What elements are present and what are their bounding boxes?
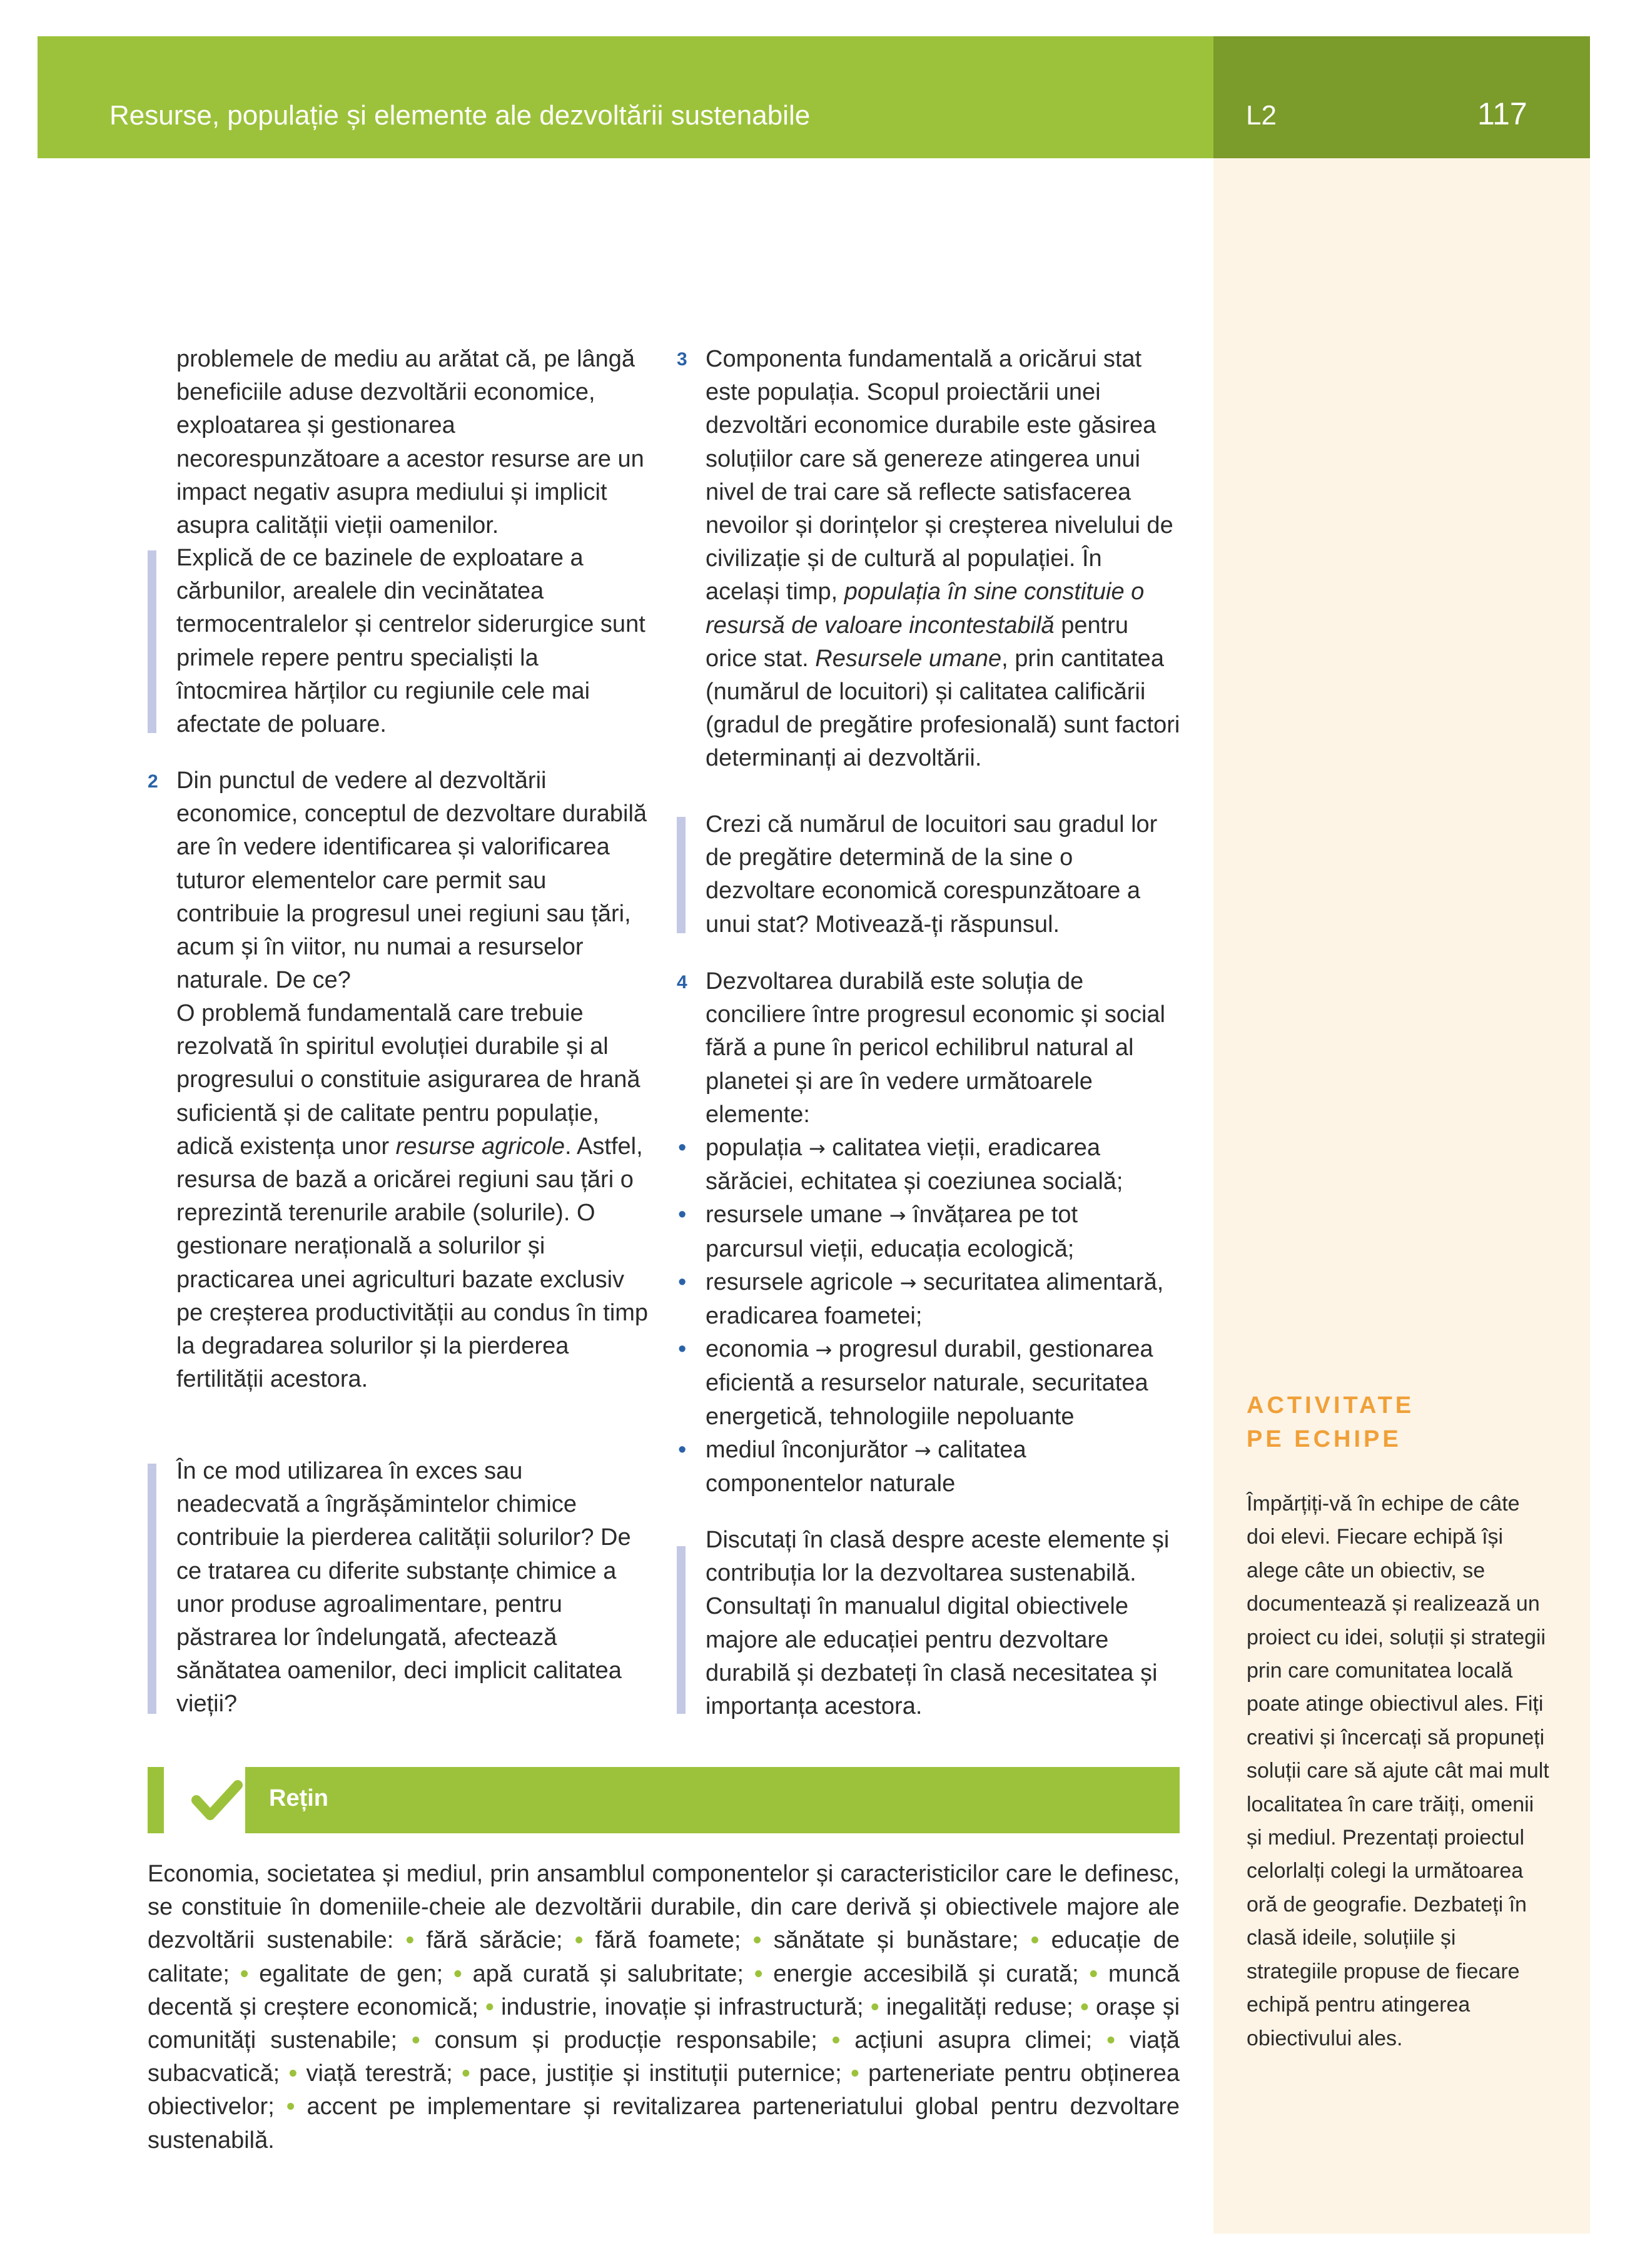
activity-text: Împărțiți-vă în echipe de câte doi elevi. Fiecare echipă își alege câte un obiectiv, se documentează și realizează un proiect cu idei, soluții și strategii prin care comunitatea locală poate atinge obiectivul ales. Fiți creativi și încercați să propuneți soluții care să ajute cât mai mult localitatea în care trăiți, omenii și mediul. Prezentați proiectul celorlalți colegi la următoarea oră de geografie. Dezbateți în clasă ideile, soluțiile și strategiile propuse de fiecare echipă pentru atingerea obiectivului ales. (1247, 1492, 1549, 2050)
arrow-icon: → (899, 1270, 917, 1295)
goal-item: sănătate și bunăstare; (761, 1927, 1019, 1954)
elements-list (706, 1131, 1181, 1501)
question-bar (677, 817, 686, 933)
bullet-dot: • (574, 1927, 584, 1954)
bullet-dot: • (1089, 1960, 1098, 1987)
arrow-icon: → (808, 1137, 826, 1160)
lesson-code: L2 (1246, 100, 1277, 131)
question-4: Discutați în clasă despre aceste elemente și contribuția lor la dezvoltarea sustenabilă. Consultați în manualul digital obiectivele majore ale educației pentru dezvoltare durabilă și dezbateți în clasă necesitatea și importanța acestora. (706, 1527, 1170, 1720)
p4-text-e: , prin cantitatea (numărul de locuitori) și calitatea calificării (gradul de pregătire profesională) sunt factori determinanți ai dezvoltării. (706, 645, 1180, 772)
goal-item: viață subacvatică; (148, 2027, 1180, 2087)
paragraph-5: Dezvoltarea durabilă este soluția de conciliere între progresul economic și social fără a pune în pericol echilibrul natural al planetei și are în vedere următoarele elemente: (706, 968, 1165, 1128)
goal-item: egalitate de gen; (248, 1960, 443, 1987)
p4-emphasis-1: populația în sine constituie o resursă de valoare incontestabilă (706, 579, 1145, 639)
goal-item: pace, justiție și instituții puternice; (470, 2060, 842, 2087)
list-item: • economia → progresul durabil, gestionarea eficientă a resurselor naturale, securitatea energetică, tehnologiile nepoluante (706, 1333, 1181, 1434)
bullet-dot: • (851, 2060, 859, 2087)
retin-left-bar (148, 1767, 164, 1833)
p4-text-c: pentru orice stat. (706, 612, 1128, 672)
paragraph-2: Din punctul de vedere al dezvoltării economice, conceptul de dezvoltare durabilă are în vedere identificarea și valorificarea tuturor elementelor care permit sau contribuie la progresul unei regiuni sau țări, acum și în viitor, nu numai a resurselor naturale. De ce? (176, 767, 647, 994)
question-bar (148, 550, 156, 733)
bullet-dot: • (831, 2027, 841, 2054)
bullet-dot: • (405, 1927, 415, 1954)
goal-item: orașe și comunități sustenabile; (148, 1993, 1180, 2054)
paragraph-1: problemele de mediu au arătat că, pe lângă beneficiile aduse dezvoltării economice, exploatarea și gestionarea necorespunzătoare a acestor resurse are un impact negativ asupra mediului și implicit asupra calității vieții oamenilor. (176, 346, 644, 539)
arrow-icon: → (815, 1338, 833, 1362)
bullet-dot: • (1030, 1927, 1040, 1954)
bullet-dot: • (485, 1993, 494, 2020)
summary-text (148, 1858, 1180, 2157)
goal-item: consum și producție responsabile; (420, 2027, 818, 2054)
question-3: Crezi că numărul de locuitori sau gradul lor de pregătire determină de la sine o dezvoltare economică corespunzătoare a unui stat? Motivează-ți răspunsul. (706, 811, 1158, 938)
arrow-icon: → (914, 1438, 931, 1462)
goal-item: apă curată și salubritate; (462, 1960, 744, 1987)
goal-item: fără foamete; (583, 1927, 741, 1954)
goal-item: accent pe implementare și revitalizarea parteneriatului global pentru dezvoltare sustenabilă. (148, 2093, 1180, 2154)
checkmark-icon (186, 1771, 246, 1831)
goals-list (148, 1927, 1180, 2153)
retin-label: Rețin (269, 1785, 328, 1811)
paragraph-3 (176, 997, 652, 1396)
item-number-4: 4 (677, 972, 687, 993)
bullet-dot: • (462, 2060, 470, 2087)
list-item: • resursele agricole → securitatea alimentară, eradicarea foametei; (706, 1266, 1181, 1333)
goal-item: educație de calitate; (148, 1927, 1180, 1987)
question-2: În ce mod utilizarea în exces sau neadecvată a îngrășămintelor chimice contribuie la pierderea calității solurilor? De ce tratarea cu diferite substanțe chimice a unor produse agroalimentare, pentru păstrarea lor îndelungată, afectează sănătatea oamenilor, deci implicit calitatea vieții? (176, 1458, 631, 1718)
list-item: • populația → calitatea vieții, eradicarea sărăciei, echitatea și coeziunea socială; (706, 1131, 1181, 1198)
item-number-2: 2 (148, 771, 158, 792)
bullet-dot: • (453, 1960, 462, 1987)
chapter-title: Resurse, populație și elemente ale dezvoltării sustenabile (109, 100, 811, 131)
paragraph-4 (706, 343, 1181, 776)
goal-item: muncă decentă și creștere economică; (148, 1960, 1180, 2020)
p3-text-a: O problemă fundamentală care trebuie rezolvată în spiritul evoluției durabile și al progresului o constituie asigurarea de hrană suficientă și de calitate pentru populație, adică existența unor (176, 1000, 640, 1160)
goal-item: industrie, inovație și infrastructură; (494, 1993, 864, 2020)
question-bar (148, 1464, 156, 1714)
list-item: • mediul înconjurător → calitatea componentelor naturale (706, 1434, 1181, 1501)
page-number: 117 (1477, 96, 1527, 131)
goal-item: viață terestră; (297, 2060, 453, 2087)
bullet-dot: • (288, 2060, 298, 2087)
bullet-dot: • (412, 2027, 420, 2054)
bullet-dot: • (754, 1960, 763, 1987)
question-bar (677, 1546, 686, 1714)
p4-text-a: Componenta fundamentală a oricărui stat este populația. Scopul proiectării unei dezvoltări economice durabile este găsirea soluțiilor care să genereze atingerea unui nivel de trai care să reflecte satisfacerea nevoilor și dorințelor și creșterea nivelului de civilizație și de cultură al populației. În același timp, (706, 346, 1173, 605)
list-item: • resursele umane → învățarea pe tot parcursul vieții, educația ecologică; (706, 1198, 1181, 1265)
p3-emphasis: resurse agricole (395, 1133, 565, 1160)
goal-item: energie accesibilă și curată; (762, 1960, 1079, 1987)
goal-item: parteneriate pentru obținerea obiectivelor; (148, 2060, 1180, 2120)
bullet-dot: • (286, 2093, 295, 2120)
bullet-dot: • (1080, 1993, 1089, 2020)
question-1: Explică de ce bazinele de exploatare a cărbunilor, arealele din vecinătatea termocentralelor și centrelor siderurgice sunt primele repere pentru specialiști la întocmirea hărților cu regiunile cele mai afectate de poluare. (176, 545, 645, 738)
bullet-dot: • (752, 1927, 762, 1954)
item-number-3: 3 (677, 349, 687, 370)
activity-title-line2: PE ECHIPE (1247, 1426, 1402, 1452)
goal-item: acțiuni asupra climei; (840, 2027, 1093, 2054)
activity-title (1247, 1389, 1572, 1456)
activity-title-line1: ACTIVITATE (1247, 1392, 1415, 1419)
bullet-dot: • (240, 1960, 249, 1987)
goal-item: fără sărăcie; (414, 1927, 563, 1954)
p3-text-c: . Astfel, resursa de bază a oricărei regiuni sau țări o reprezintă terenurile arabile (solurile). O gestionare nerațională a solurilor și practicarea unei agriculturi bazate exclusiv pe creșterea productivității au condus în timp la degradarea solurilor și la pierderea fertilității acestora. (176, 1133, 649, 1393)
arrow-icon: → (889, 1203, 906, 1228)
summary-intro: Economia, societatea și mediul, prin ansamblul componentelor și caracteristicilor care le definesc, se constituie în domeniile-cheie ale dezvoltării durabile, din care derivă și obiectivele majore ale dezvoltării sustenabile: (148, 1861, 1180, 1954)
goal-item: inegalități reduse; (879, 1993, 1073, 2020)
bullet-dot: • (871, 1993, 879, 2020)
bullet-dot: • (1106, 2027, 1115, 2054)
p4-emphasis-2: Resursele umane (815, 645, 1002, 672)
